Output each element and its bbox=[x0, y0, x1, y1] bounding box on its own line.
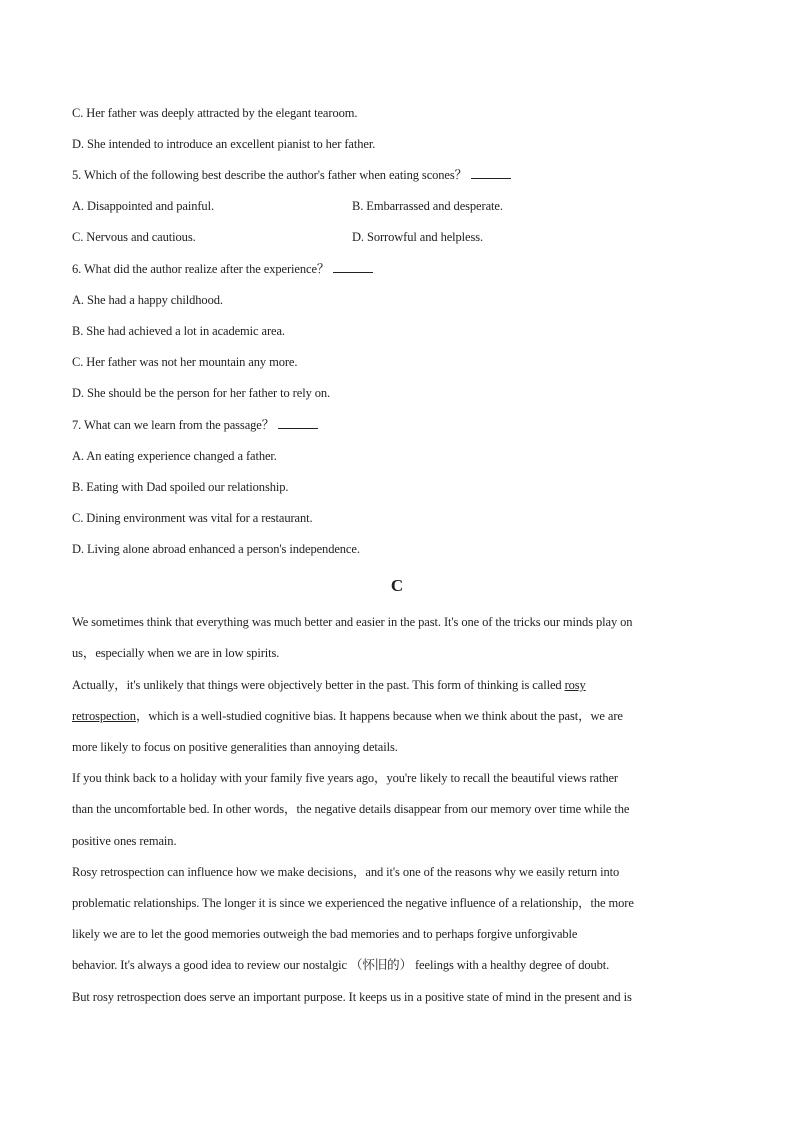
passage-line: than the uncomfortable bed. In other words，the negative details disappear from our memory over time while the bbox=[72, 802, 630, 816]
passage-line: more likely to focus on positive generalities than annoying details. bbox=[72, 740, 398, 754]
passage-line bbox=[72, 708, 623, 724]
q5-option-b: B. Embarrassed and desperate. bbox=[352, 199, 503, 213]
q4-option-c: C. Her father was deeply attracted by the elegant tearoom. bbox=[72, 106, 358, 120]
underlined-term: retrospection bbox=[72, 709, 136, 723]
question-5-text: 5. Which of the following best describe the author's father when eating scones？ bbox=[72, 168, 468, 182]
q6-option-b: B. She had achieved a lot in academic area. bbox=[72, 324, 285, 338]
q5-option-a: A. Disappointed and painful. bbox=[72, 199, 214, 213]
passage-line: problematic relationships. The longer it is since we experienced the negative influence of a relationship，the more bbox=[72, 896, 634, 910]
passage-line bbox=[72, 677, 586, 693]
answer-blank bbox=[471, 167, 511, 179]
q6-option-a: A. She had a happy childhood. bbox=[72, 293, 223, 307]
q5-option-d: D. Sorrowful and helpless. bbox=[352, 230, 484, 244]
section-heading: C bbox=[390, 576, 404, 595]
answer-blank bbox=[278, 417, 318, 429]
question-7-text: 7. What can we learn from the passage？ bbox=[72, 418, 275, 432]
passage-line: If you think back to a holiday with your family five years ago，you're likely to recall the beautiful views rather bbox=[72, 771, 618, 785]
passage-line: likely we are to let the good memories outweigh the bad memories and to perhaps forgive unforgivable bbox=[72, 927, 578, 941]
q7-option-a: A. An eating experience changed a father. bbox=[72, 449, 277, 463]
passage-line: We sometimes think that everything was much better and easier in the past. It's one of the tricks our minds play on bbox=[72, 615, 633, 629]
q5-option-c: C. Nervous and cautious. bbox=[72, 230, 196, 244]
underlined-term: rosy bbox=[564, 678, 586, 692]
question-6-text: 6. What did the author realize after the experience？ bbox=[72, 262, 330, 276]
passage-line: us，especially when we are in low spirits. bbox=[72, 646, 280, 660]
question-6 bbox=[72, 261, 373, 277]
q6-option-d: D. She should be the person for her father to rely on. bbox=[72, 386, 331, 400]
passage-line: positive ones remain. bbox=[72, 834, 177, 848]
passage-line: But rosy retrospection does serve an important purpose. It keeps us in a positive state of mind in the present and is bbox=[72, 990, 632, 1004]
q4-option-d: D. She intended to introduce an excellent pianist to her father. bbox=[72, 137, 376, 151]
passage-line: Rosy retrospection can influence how we make decisions，and it's one of the reasons why we easily return into bbox=[72, 865, 620, 879]
q7-option-b: B. Eating with Dad spoiled our relationship. bbox=[72, 480, 289, 494]
q6-option-c: C. Her father was not her mountain any more. bbox=[72, 355, 298, 369]
passage-text: Actually，it's unlikely that things were objectively better in the past. This form of thinking is called bbox=[72, 678, 565, 692]
passage-text: ，which is a well-studied cognitive bias. It happens because when we think about the past，we are bbox=[135, 709, 623, 723]
question-5 bbox=[72, 167, 511, 183]
passage-line: behavior. It's always a good idea to review our nostalgic （怀旧的） feelings with a healthy degree of doubt. bbox=[72, 958, 610, 972]
question-7 bbox=[72, 417, 318, 433]
q7-option-d: D. Living alone abroad enhanced a person's independence. bbox=[72, 542, 360, 556]
q7-option-c: C. Dining environment was vital for a restaurant. bbox=[72, 511, 313, 525]
answer-blank bbox=[333, 261, 373, 273]
